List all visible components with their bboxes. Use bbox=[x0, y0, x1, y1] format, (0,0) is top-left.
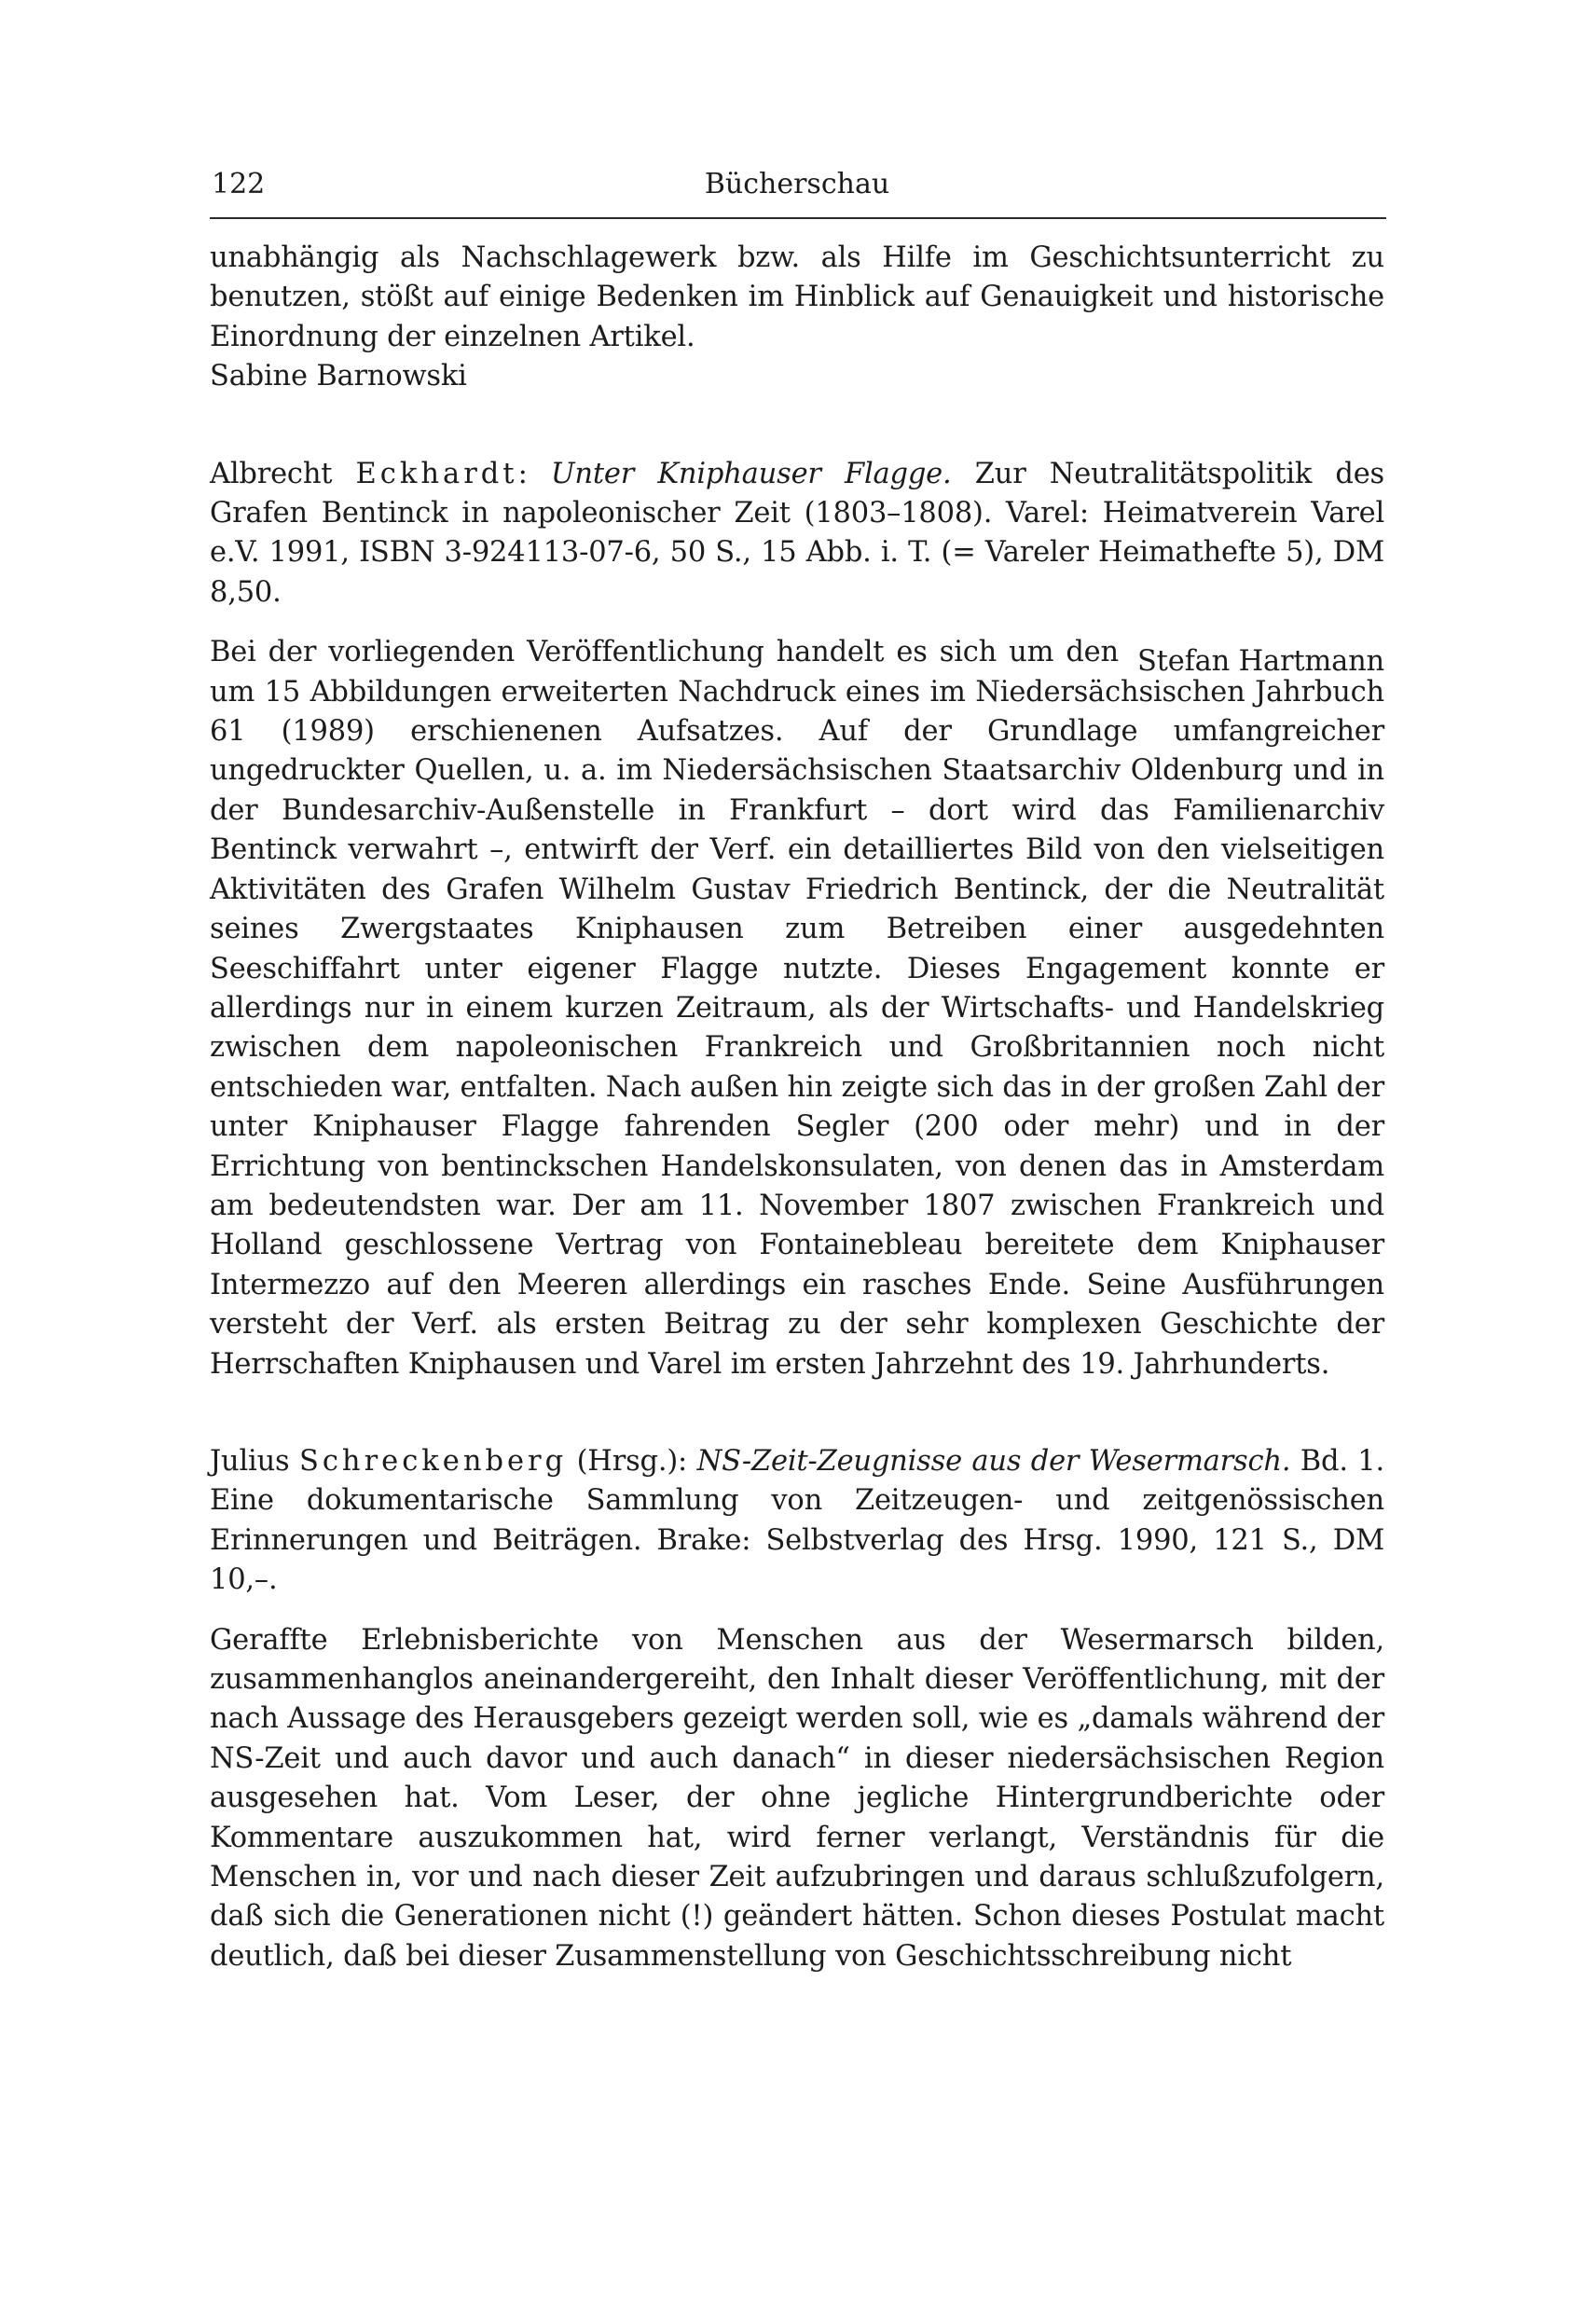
author-surname: Schreckenberg bbox=[298, 1444, 568, 1478]
page-number: 122 bbox=[212, 168, 266, 200]
book-details: Zur Neutralitätspolitik des Grafen Bentinck in napoleonischer Zeit (1803–1808). Varel: Heimatverein Varel e.V. 1991, ISBN 3-924113-07-6, 50 S., 15 Abb. i. T. (= Vareler Heimathefte 5), DM 8,50. bbox=[210, 457, 1385, 609]
bibliographic-entry bbox=[210, 455, 1384, 613]
author-surname: Eckhardt bbox=[355, 457, 518, 490]
separator: : bbox=[517, 457, 551, 490]
reviewer-signature: Sabine Barnowski bbox=[210, 360, 467, 393]
review-body-block bbox=[210, 633, 1384, 1384]
header-rule bbox=[210, 217, 1386, 219]
review-continuation: unabhängig als Nachschlagewerk bzw. als Hilfe im Geschichtsunterricht zu benutzen, stößt auf einige Bedenken im Hinblick auf Genauigkeit und historische Einordnung der einzelnen Artikel. bbox=[210, 241, 1384, 353]
author-first-name: Albrecht bbox=[210, 457, 356, 490]
reviewer-signature: Stefan Hartmann bbox=[1136, 645, 1384, 679]
author-first-name: Julius bbox=[210, 1444, 299, 1478]
book-title: Unter Kniphauser Flagge. bbox=[550, 457, 952, 490]
spacer bbox=[210, 612, 1384, 633]
page-content bbox=[210, 239, 1384, 1976]
page-header bbox=[210, 166, 1384, 213]
editor-role: (Hrsg.): bbox=[567, 1444, 697, 1478]
book-details: Bd. 1. Eine dokumentarische Sammlung von Zeitzeugen- und zeitgenössischen Erinnerungen und Beiträgen. Brake: Selbstverlag des Hrsg. 1990, 121 S., DM 10,–. bbox=[210, 1444, 1384, 1597]
review-body: Geraffte Erlebnisberichte von Menschen aus der Wesermarsch bilden, zusammenhanglos aneinandergereiht, den Inhalt dieser Veröffentlichung, mit der nach Aussage des Herausgebers gezeigt werden soll, wie es „damals während der NS-Zeit und auch davor und auch danach“ in dieser niedersächsischen Region ausgesehen hat. Vom Leser, der ohne jegliche Hintergrundberichte oder Kommentare auszukommen hat, wird ferner verlangt, Verständnis für die Menschen in, vor und nach dieser Zeit aufzubringen und daraus schlußzufolgern, daß sich die Generationen nicht (!) geändert hätten. Schon dieses Postulat macht deutlich, daß bei dieser Zusammenstellung von Geschichtsschreibung nicht bbox=[210, 1623, 1384, 1973]
running-head: Bücherschau bbox=[704, 168, 890, 200]
review-body: Bei der vorliegenden Veröffentlichung handelt es sich um den um 15 Abbildungen erweiterten Nachdruck eines im Niedersächsischen Jahrbuch 61 (1989) erschienenen Aufsatzes. Auf der Grundlage umfangreicher ungedruckter Quellen, u. a. im Niedersächsischen Staatsarchiv Oldenburg und in der Bundesarchiv-Außenstelle in Frankfurt – dort wird das Familienarchiv Bentinck verwahrt –, entwirft der Verf. ein detailliertes Bild von den vielseitigen Aktivitäten des Grafen Wilhelm Gustav Friedrich Bentinck, der die Neutralität seines Zwergstaates Kniphausen zum Betreiben einer ausgedehnten Seeschiffahrt unter eigener Flagge nutzte. Dieses Engagement konnte er allerdings nur in einem kurzen Zeitraum, als der Wirtschafts- und Handelskrieg zwischen dem napoleonischen Frankreich und Großbritannien noch nicht entschieden war, entfalten. Nach außen hin zeigte sich das in der großen Zahl der unter Kniphauser Flagge fahrenden Segler (200 oder mehr) und in der Errichtung von bentinckschen Handelskonsulaten, von denen das in Amsterdam am bedeutendsten war. Der am 11. November 1807 zwischen Frankreich und Holland geschlossene Vertrag von Fontainebleau bereitete dem Kniphauser Intermezzo auf den Meeren allerdings ein rasches Ende. Seine Ausführungen versteht der Verf. als ersten Beitrag zu der sehr komplexen Geschichte der Herrschaften Kniphausen und Varel im ersten Jahrzehnt des 19. Jahrhunderts. bbox=[210, 636, 1384, 1381]
spacer bbox=[210, 1601, 1384, 1621]
spacer bbox=[210, 397, 1384, 455]
book-title: NS-Zeit-Zeugnisse aus der Wesermarsch. bbox=[696, 1444, 1291, 1478]
spacer bbox=[210, 1384, 1384, 1442]
bibliographic-entry bbox=[210, 1442, 1384, 1601]
